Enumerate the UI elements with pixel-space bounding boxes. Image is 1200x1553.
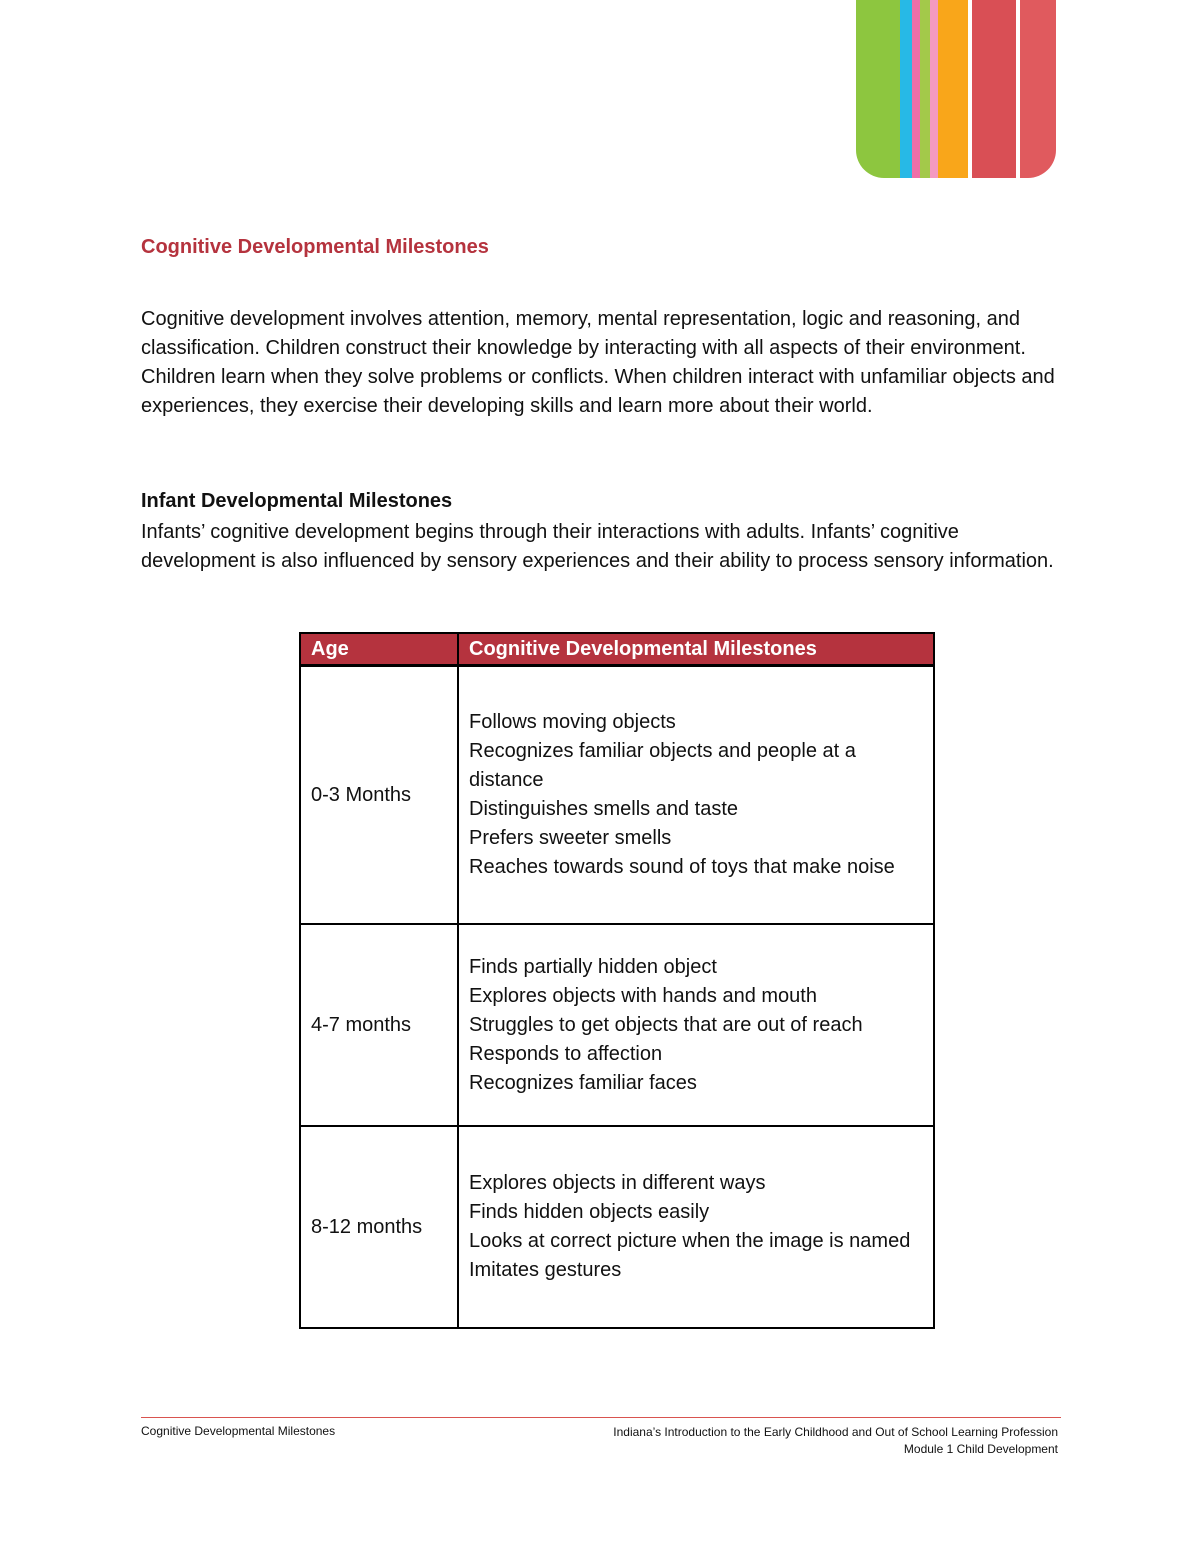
footer-module: Module 1 Child Development: [903, 1442, 1058, 1456]
footer-course-title: Indiana’s Introduction to the Early Childhood and Out of School Learning Profession: [613, 1425, 1058, 1439]
table-row: [300, 1126, 934, 1328]
intro-paragraph: Cognitive development involves attention, memory, mental representation, logic and reasoning, and classification. Children construct their knowledge by interacting with all aspects of their environment. Children learn when they solve problems or conflicts. When children interact with unfamiliar objects and experiences, they exercise their developing skills and learn more about their world.: [141, 308, 1055, 417]
table-row: [300, 924, 934, 1126]
footer-left-text: Cognitive Developmental Milestones: [141, 1424, 336, 1438]
logo-stripe: [920, 0, 930, 178]
milestone-item: Finds hidden objects easily: [469, 1201, 710, 1223]
milestone-item: Distinguishes smells and taste: [469, 798, 739, 820]
milestones-cell: [458, 924, 934, 1126]
logo-stripe: [930, 0, 938, 178]
logo-stripe: [1020, 0, 1056, 178]
milestone-item: Prefers sweeter smells: [469, 827, 672, 849]
milestone-item: Responds to affection: [469, 1042, 663, 1065]
infant-section-text: Infants’ cognitive development begins through their interactions with adults. Infants’ cognitive development is also influenced by sensory experiences and their ability to process sensory information.: [141, 521, 1054, 572]
table-header-row: [300, 633, 934, 666]
table-row: [300, 666, 934, 925]
milestone-item: Explores objects in different ways: [469, 1172, 766, 1194]
milestone-item: Explores objects with hands and mouth: [469, 984, 817, 1007]
logo-stripe: [972, 0, 1016, 178]
milestones-cell: [458, 666, 934, 925]
milestone-item: Recognizes familiar objects and people at a distance: [469, 740, 856, 791]
milestone-item: Recognizes familiar faces: [469, 1071, 697, 1094]
milestones-table: [299, 632, 935, 1329]
logo-stripe: [912, 0, 920, 178]
logo-stripe: [900, 0, 912, 178]
milestone-item: Imitates gestures: [469, 1259, 622, 1281]
age-cell: 8-12 months: [300, 1126, 458, 1328]
age-cell: 0-3 Months: [300, 666, 458, 925]
footer-divider: [141, 1417, 1061, 1418]
infant-section-title: Infant Developmental Milestones: [141, 490, 453, 512]
milestones-cell: [458, 1126, 934, 1328]
page-heading: Cognitive Developmental Milestones: [141, 236, 489, 258]
milestone-item: Finds partially hidden object: [469, 955, 717, 978]
milestone-item: Reaches towards sound of toys that make noise: [469, 856, 895, 878]
milestone-item: Follows moving objects: [469, 711, 676, 733]
logo-stripes: [856, 0, 1056, 178]
milestone-item: Struggles to get objects that are out of reach: [469, 1013, 863, 1036]
header-milestones: Cognitive Developmental Milestones: [458, 633, 934, 666]
milestone-item: Looks at correct picture when the image is named: [469, 1230, 911, 1252]
logo-stripe: [856, 0, 900, 178]
logo-stripe: [938, 0, 968, 178]
age-cell: 4-7 months: [300, 924, 458, 1126]
footer-right-text: [613, 1424, 1058, 1458]
header-age: Age: [300, 633, 458, 666]
